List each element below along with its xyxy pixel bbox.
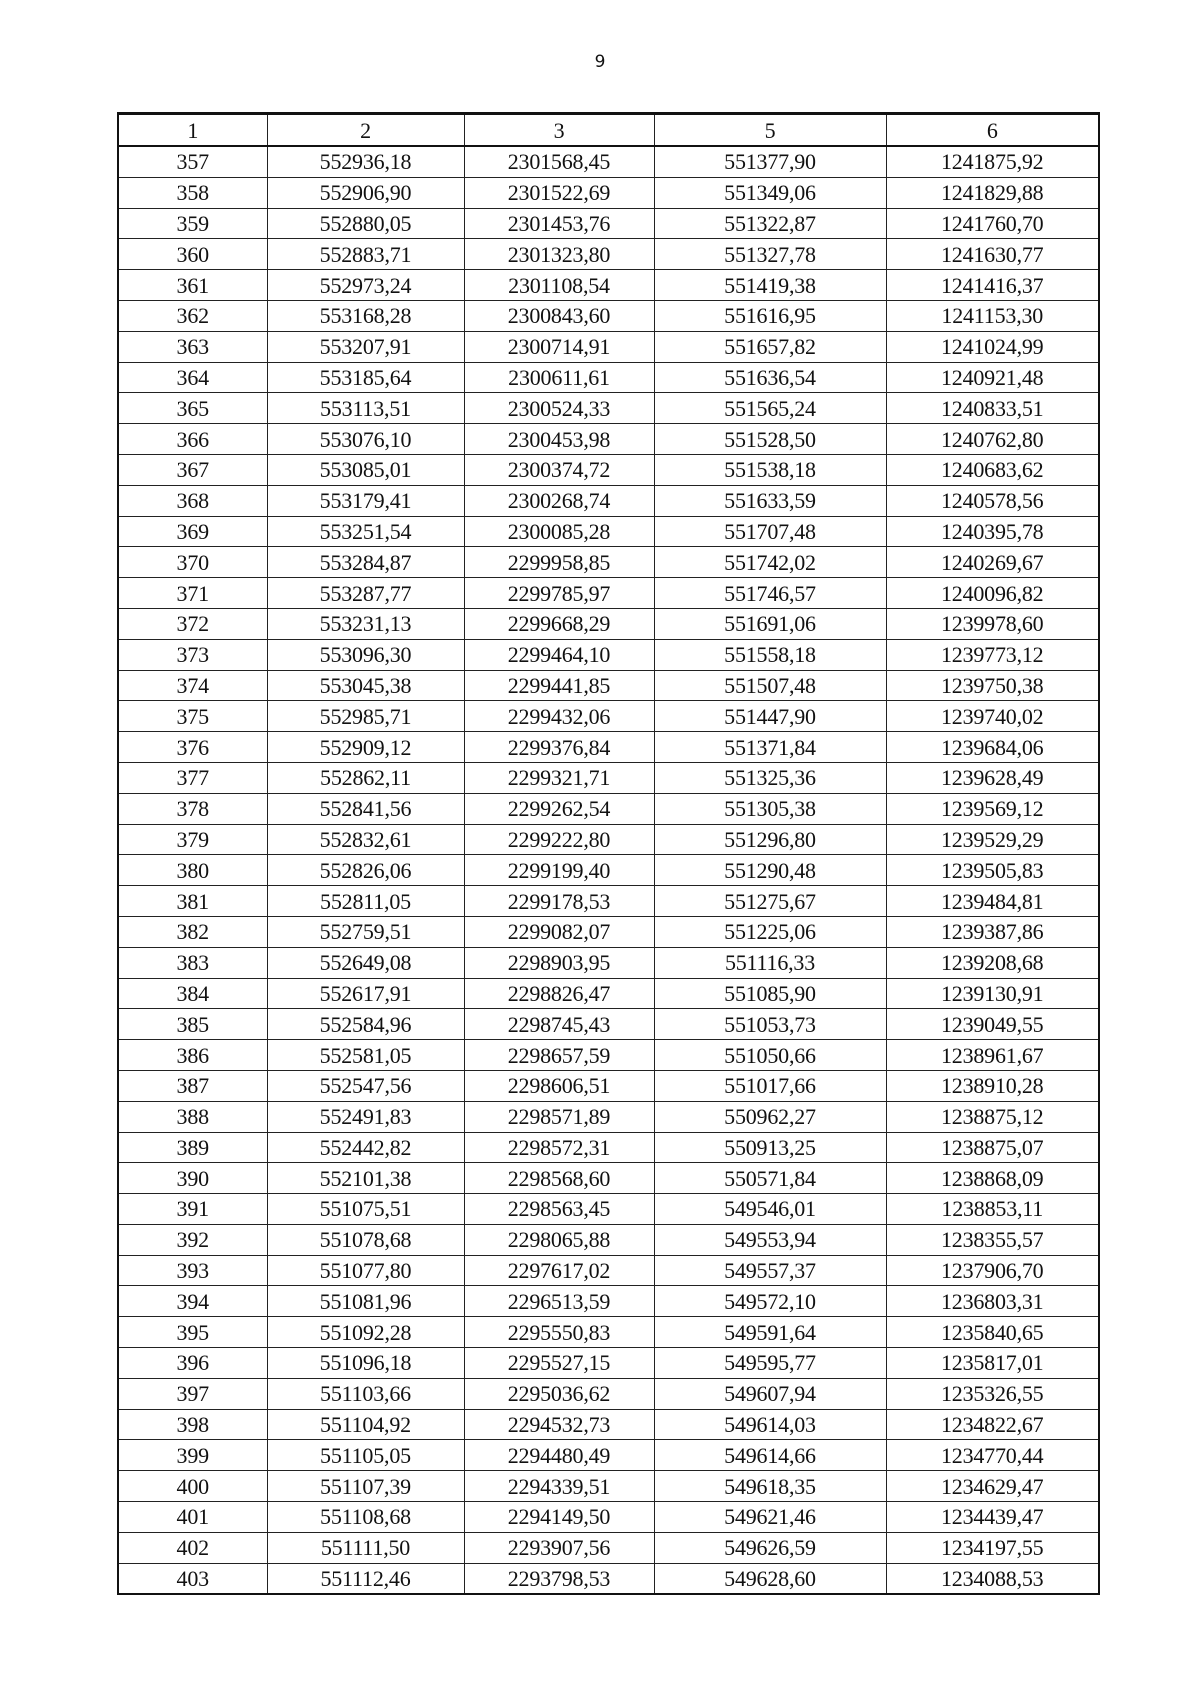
table-cell: 1238961,67 <box>886 1040 1099 1071</box>
table-row <box>118 547 1099 578</box>
table-cell: 551742,02 <box>654 547 886 578</box>
table-row <box>118 793 1099 824</box>
table-cell: 551075,51 <box>267 1194 464 1225</box>
table-cell: 549595,77 <box>654 1348 886 1379</box>
table-cell: 549546,01 <box>654 1194 886 1225</box>
table-cell: 549607,94 <box>654 1378 886 1409</box>
column-header: 2 <box>267 114 464 147</box>
table-cell: 377 <box>118 762 267 793</box>
table-cell: 2299668,29 <box>464 608 654 639</box>
table-row <box>118 1348 1099 1379</box>
table-cell: 1238875,12 <box>886 1101 1099 1132</box>
table-cell: 549553,94 <box>654 1224 886 1255</box>
table-cell: 2298903,95 <box>464 947 654 978</box>
table-cell: 551085,90 <box>654 978 886 1009</box>
table-cell: 1239529,29 <box>886 824 1099 855</box>
table-cell: 2300714,91 <box>464 331 654 362</box>
table-cell: 1240269,67 <box>886 547 1099 578</box>
table-cell: 553168,28 <box>267 300 464 331</box>
table-row <box>118 701 1099 732</box>
table-cell: 1236803,31 <box>886 1286 1099 1317</box>
table-cell: 391 <box>118 1194 267 1225</box>
table-cell: 2299321,71 <box>464 762 654 793</box>
table-cell: 1240578,56 <box>886 485 1099 516</box>
table-cell: 552985,71 <box>267 701 464 732</box>
table-cell: 549618,35 <box>654 1471 886 1502</box>
table-cell: 2300843,60 <box>464 300 654 331</box>
table-row <box>118 916 1099 947</box>
table-cell: 553096,30 <box>267 639 464 670</box>
table-cell: 553251,54 <box>267 516 464 547</box>
table-row <box>118 1009 1099 1040</box>
table-row <box>118 855 1099 886</box>
table-row <box>118 1440 1099 1471</box>
table-cell: 383 <box>118 947 267 978</box>
table-cell: 1239484,81 <box>886 886 1099 917</box>
table-cell: 1240833,51 <box>886 393 1099 424</box>
table-row <box>118 1532 1099 1563</box>
table-cell: 551017,66 <box>654 1070 886 1101</box>
table-cell: 2299376,84 <box>464 732 654 763</box>
table-cell: 552883,71 <box>267 239 464 270</box>
table-row <box>118 732 1099 763</box>
table-cell: 2299222,80 <box>464 824 654 855</box>
column-header: 3 <box>464 114 654 147</box>
table-cell: 552906,90 <box>267 177 464 208</box>
table-cell: 2298657,59 <box>464 1040 654 1071</box>
table-cell: 2299464,10 <box>464 639 654 670</box>
table-cell: 375 <box>118 701 267 732</box>
table-row <box>118 177 1099 208</box>
table-row <box>118 1255 1099 1286</box>
table-cell: 549614,03 <box>654 1409 886 1440</box>
table-cell: 1234088,53 <box>886 1563 1099 1594</box>
table-row <box>118 670 1099 701</box>
table-cell: 551349,06 <box>654 177 886 208</box>
table-cell: 1239978,60 <box>886 608 1099 639</box>
table-cell: 552759,51 <box>267 916 464 947</box>
table-cell: 549572,10 <box>654 1286 886 1317</box>
table-cell: 551225,06 <box>654 916 886 947</box>
table-cell: 549591,64 <box>654 1317 886 1348</box>
table-cell: 551296,80 <box>654 824 886 855</box>
table-cell: 2298745,43 <box>464 1009 654 1040</box>
table-cell: 553231,13 <box>267 608 464 639</box>
table-row <box>118 516 1099 547</box>
table-cell: 552617,91 <box>267 978 464 1009</box>
table-cell: 550913,25 <box>654 1132 886 1163</box>
table-row <box>118 639 1099 670</box>
table-cell: 2295550,83 <box>464 1317 654 1348</box>
table-cell: 1239628,49 <box>886 762 1099 793</box>
table-cell: 553284,87 <box>267 547 464 578</box>
table-cell: 2294532,73 <box>464 1409 654 1440</box>
table-row <box>118 608 1099 639</box>
table-cell: 1239387,86 <box>886 916 1099 947</box>
table-cell: 551081,96 <box>267 1286 464 1317</box>
table-cell: 1239740,02 <box>886 701 1099 732</box>
table-row <box>118 824 1099 855</box>
table-cell: 367 <box>118 454 267 485</box>
table-cell: 553113,51 <box>267 393 464 424</box>
table-cell: 552936,18 <box>267 146 464 177</box>
table-cell: 2298568,60 <box>464 1163 654 1194</box>
table-cell: 551096,18 <box>267 1348 464 1379</box>
table-cell: 1240683,62 <box>886 454 1099 485</box>
table-cell: 2300524,33 <box>464 393 654 424</box>
table-cell: 371 <box>118 578 267 609</box>
table-cell: 549626,59 <box>654 1532 886 1563</box>
table-cell: 1241760,70 <box>886 208 1099 239</box>
table-cell: 1235817,01 <box>886 1348 1099 1379</box>
table-cell: 1238868,09 <box>886 1163 1099 1194</box>
table-cell: 1240395,78 <box>886 516 1099 547</box>
table-cell: 2301108,54 <box>464 270 654 301</box>
table-cell: 401 <box>118 1502 267 1533</box>
table-cell: 551077,80 <box>267 1255 464 1286</box>
table-cell: 552547,56 <box>267 1070 464 1101</box>
table-cell: 1234822,67 <box>886 1409 1099 1440</box>
table-cell: 364 <box>118 362 267 393</box>
table-cell: 551419,38 <box>654 270 886 301</box>
table-cell: 2300085,28 <box>464 516 654 547</box>
table-cell: 1238355,57 <box>886 1224 1099 1255</box>
table-cell: 388 <box>118 1101 267 1132</box>
table-row <box>118 1317 1099 1348</box>
table-cell: 2299178,53 <box>464 886 654 917</box>
table-row <box>118 1286 1099 1317</box>
table-cell: 361 <box>118 270 267 301</box>
table-row <box>118 762 1099 793</box>
table-cell: 368 <box>118 485 267 516</box>
table-row <box>118 239 1099 270</box>
table-cell: 1239049,55 <box>886 1009 1099 1040</box>
table-cell: 2299441,85 <box>464 670 654 701</box>
table-cell: 370 <box>118 547 267 578</box>
table-row <box>118 1132 1099 1163</box>
table-cell: 551633,59 <box>654 485 886 516</box>
table-cell: 552491,83 <box>267 1101 464 1132</box>
table-cell: 381 <box>118 886 267 917</box>
table-cell: 2298571,89 <box>464 1101 654 1132</box>
table-cell: 552862,11 <box>267 762 464 793</box>
table-cell: 390 <box>118 1163 267 1194</box>
column-header: 5 <box>654 114 886 147</box>
table-row <box>118 1563 1099 1594</box>
table-cell: 1241416,37 <box>886 270 1099 301</box>
table-cell: 551558,18 <box>654 639 886 670</box>
table-cell: 2298572,31 <box>464 1132 654 1163</box>
table-cell: 1234439,47 <box>886 1502 1099 1533</box>
table-cell: 551538,18 <box>654 454 886 485</box>
table-row <box>118 424 1099 455</box>
table-cell: 2298826,47 <box>464 978 654 1009</box>
table-cell: 387 <box>118 1070 267 1101</box>
page-number: 9 <box>594 52 606 72</box>
table-row <box>118 1040 1099 1071</box>
table-cell: 1237906,70 <box>886 1255 1099 1286</box>
table-cell: 551104,92 <box>267 1409 464 1440</box>
table-cell: 1239505,83 <box>886 855 1099 886</box>
table-cell: 359 <box>118 208 267 239</box>
table-cell: 551305,38 <box>654 793 886 824</box>
table-cell: 552832,61 <box>267 824 464 855</box>
table-row <box>118 978 1099 1009</box>
table-cell: 2299432,06 <box>464 701 654 732</box>
table-cell: 552973,24 <box>267 270 464 301</box>
table-cell: 402 <box>118 1532 267 1563</box>
table-cell: 553287,77 <box>267 578 464 609</box>
table-cell: 389 <box>118 1132 267 1163</box>
table-row <box>118 886 1099 917</box>
table-cell: 2297617,02 <box>464 1255 654 1286</box>
table-cell: 2295527,15 <box>464 1348 654 1379</box>
table-cell: 551371,84 <box>654 732 886 763</box>
table-cell: 2300374,72 <box>464 454 654 485</box>
table-cell: 376 <box>118 732 267 763</box>
table-cell: 1234197,55 <box>886 1532 1099 1563</box>
table-cell: 1241630,77 <box>886 239 1099 270</box>
table-cell: 549621,46 <box>654 1502 886 1533</box>
table-cell: 358 <box>118 177 267 208</box>
table-cell: 2299785,97 <box>464 578 654 609</box>
table-cell: 551116,33 <box>654 947 886 978</box>
table-cell: 2296513,59 <box>464 1286 654 1317</box>
table-cell: 395 <box>118 1317 267 1348</box>
table-cell: 378 <box>118 793 267 824</box>
table-cell: 552442,82 <box>267 1132 464 1163</box>
table-cell: 551050,66 <box>654 1040 886 1071</box>
table-cell: 1240096,82 <box>886 578 1099 609</box>
table-row <box>118 331 1099 362</box>
table-cell: 553185,64 <box>267 362 464 393</box>
table-cell: 2301568,45 <box>464 146 654 177</box>
table-cell: 2301323,80 <box>464 239 654 270</box>
table-row <box>118 1070 1099 1101</box>
table-cell: 1241829,88 <box>886 177 1099 208</box>
table-cell: 553045,38 <box>267 670 464 701</box>
table-cell: 1239773,12 <box>886 639 1099 670</box>
column-header: 6 <box>886 114 1099 147</box>
table-cell: 552909,12 <box>267 732 464 763</box>
table-cell: 2294480,49 <box>464 1440 654 1471</box>
table-cell: 551707,48 <box>654 516 886 547</box>
table-cell: 553076,10 <box>267 424 464 455</box>
table-cell: 1238910,28 <box>886 1070 1099 1101</box>
table-cell: 365 <box>118 393 267 424</box>
table-row <box>118 208 1099 239</box>
table-cell: 551565,24 <box>654 393 886 424</box>
table-cell: 551322,87 <box>654 208 886 239</box>
table-cell: 552649,08 <box>267 947 464 978</box>
header-row <box>118 114 1099 147</box>
table-cell: 380 <box>118 855 267 886</box>
table-cell: 551657,82 <box>654 331 886 362</box>
table-cell: 551636,54 <box>654 362 886 393</box>
table-row <box>118 1101 1099 1132</box>
table-cell: 553085,01 <box>267 454 464 485</box>
table-row <box>118 1224 1099 1255</box>
table-cell: 552880,05 <box>267 208 464 239</box>
table-cell: 2299082,07 <box>464 916 654 947</box>
table-cell: 552101,38 <box>267 1163 464 1194</box>
table-cell: 372 <box>118 608 267 639</box>
table-cell: 382 <box>118 916 267 947</box>
table-header <box>118 114 1099 147</box>
table-cell: 549614,66 <box>654 1440 886 1471</box>
table-body <box>118 146 1099 1594</box>
table-cell: 1238853,11 <box>886 1194 1099 1225</box>
table-cell: 360 <box>118 239 267 270</box>
table-cell: 551528,50 <box>654 424 886 455</box>
table-cell: 551447,90 <box>654 701 886 732</box>
table-cell: 2299262,54 <box>464 793 654 824</box>
table-cell: 551092,28 <box>267 1317 464 1348</box>
table-cell: 2298606,51 <box>464 1070 654 1101</box>
table-cell: 2295036,62 <box>464 1378 654 1409</box>
table-cell: 397 <box>118 1378 267 1409</box>
table-cell: 1239750,38 <box>886 670 1099 701</box>
table-row <box>118 393 1099 424</box>
table-cell: 553179,41 <box>267 485 464 516</box>
table-cell: 551111,50 <box>267 1532 464 1563</box>
table-cell: 2298563,45 <box>464 1194 654 1225</box>
table-cell: 549557,37 <box>654 1255 886 1286</box>
table-cell: 1238875,07 <box>886 1132 1099 1163</box>
table-cell: 400 <box>118 1471 267 1502</box>
table-cell: 2301522,69 <box>464 177 654 208</box>
table-cell: 357 <box>118 146 267 177</box>
table-cell: 2293907,56 <box>464 1532 654 1563</box>
table-cell: 2299958,85 <box>464 547 654 578</box>
table-cell: 1240921,48 <box>886 362 1099 393</box>
table-cell: 1235840,65 <box>886 1317 1099 1348</box>
table-row <box>118 947 1099 978</box>
table-cell: 384 <box>118 978 267 1009</box>
table-row <box>118 362 1099 393</box>
table-cell: 392 <box>118 1224 267 1255</box>
table-cell: 2294339,51 <box>464 1471 654 1502</box>
table-cell: 551290,48 <box>654 855 886 886</box>
table-cell: 1235326,55 <box>886 1378 1099 1409</box>
table-row <box>118 146 1099 177</box>
table-cell: 550962,27 <box>654 1101 886 1132</box>
table-cell: 373 <box>118 639 267 670</box>
table-cell: 551691,06 <box>654 608 886 639</box>
table-cell: 2293798,53 <box>464 1563 654 1594</box>
table-cell: 369 <box>118 516 267 547</box>
table-cell: 552841,56 <box>267 793 464 824</box>
table-cell: 366 <box>118 424 267 455</box>
table-cell: 551112,46 <box>267 1563 464 1594</box>
table-cell: 2298065,88 <box>464 1224 654 1255</box>
table-cell: 386 <box>118 1040 267 1071</box>
table-cell: 551107,39 <box>267 1471 464 1502</box>
table-cell: 362 <box>118 300 267 331</box>
table-cell: 1239208,68 <box>886 947 1099 978</box>
table-cell: 1234629,47 <box>886 1471 1099 1502</box>
table-cell: 379 <box>118 824 267 855</box>
table-cell: 552584,96 <box>267 1009 464 1040</box>
table-row <box>118 485 1099 516</box>
table-row <box>118 578 1099 609</box>
table-cell: 1241875,92 <box>886 146 1099 177</box>
table-cell: 394 <box>118 1286 267 1317</box>
table-cell: 550571,84 <box>654 1163 886 1194</box>
table-row <box>118 1409 1099 1440</box>
table-cell: 2299199,40 <box>464 855 654 886</box>
table-cell: 551078,68 <box>267 1224 464 1255</box>
table-cell: 551275,67 <box>654 886 886 917</box>
table-cell: 398 <box>118 1409 267 1440</box>
table-row <box>118 300 1099 331</box>
table-cell: 403 <box>118 1563 267 1594</box>
table-row <box>118 454 1099 485</box>
table-cell: 551108,68 <box>267 1502 464 1533</box>
table-cell: 552826,06 <box>267 855 464 886</box>
column-header: 1 <box>118 114 267 147</box>
table-cell: 1239130,91 <box>886 978 1099 1009</box>
table-cell: 1240762,80 <box>886 424 1099 455</box>
table-row <box>118 1502 1099 1533</box>
table-row <box>118 1163 1099 1194</box>
table-cell: 393 <box>118 1255 267 1286</box>
table-row <box>118 1194 1099 1225</box>
table-cell: 1241153,30 <box>886 300 1099 331</box>
table-row <box>118 1471 1099 1502</box>
table-cell: 551053,73 <box>654 1009 886 1040</box>
table-cell: 2300453,98 <box>464 424 654 455</box>
table-cell: 385 <box>118 1009 267 1040</box>
table-cell: 549628,60 <box>654 1563 886 1594</box>
table-cell: 551507,48 <box>654 670 886 701</box>
table-cell: 2294149,50 <box>464 1502 654 1533</box>
table-cell: 1234770,44 <box>886 1440 1099 1471</box>
table-cell: 399 <box>118 1440 267 1471</box>
table-row <box>118 1378 1099 1409</box>
table-cell: 2301453,76 <box>464 208 654 239</box>
table-cell: 553207,91 <box>267 331 464 362</box>
coordinates-table <box>117 112 1100 1595</box>
table-cell: 552811,05 <box>267 886 464 917</box>
table-cell: 2300611,61 <box>464 362 654 393</box>
table-cell: 2300268,74 <box>464 485 654 516</box>
table-cell: 552581,05 <box>267 1040 464 1071</box>
table-cell: 396 <box>118 1348 267 1379</box>
table-cell: 1239684,06 <box>886 732 1099 763</box>
table-cell: 551103,66 <box>267 1378 464 1409</box>
table-cell: 551377,90 <box>654 146 886 177</box>
table-cell: 551327,78 <box>654 239 886 270</box>
table-cell: 551325,36 <box>654 762 886 793</box>
table-cell: 1241024,99 <box>886 331 1099 362</box>
table-row <box>118 270 1099 301</box>
table-cell: 374 <box>118 670 267 701</box>
table-cell: 551105,05 <box>267 1440 464 1471</box>
table-cell: 1239569,12 <box>886 793 1099 824</box>
table-cell: 551616,95 <box>654 300 886 331</box>
table-cell: 363 <box>118 331 267 362</box>
table-cell: 551746,57 <box>654 578 886 609</box>
